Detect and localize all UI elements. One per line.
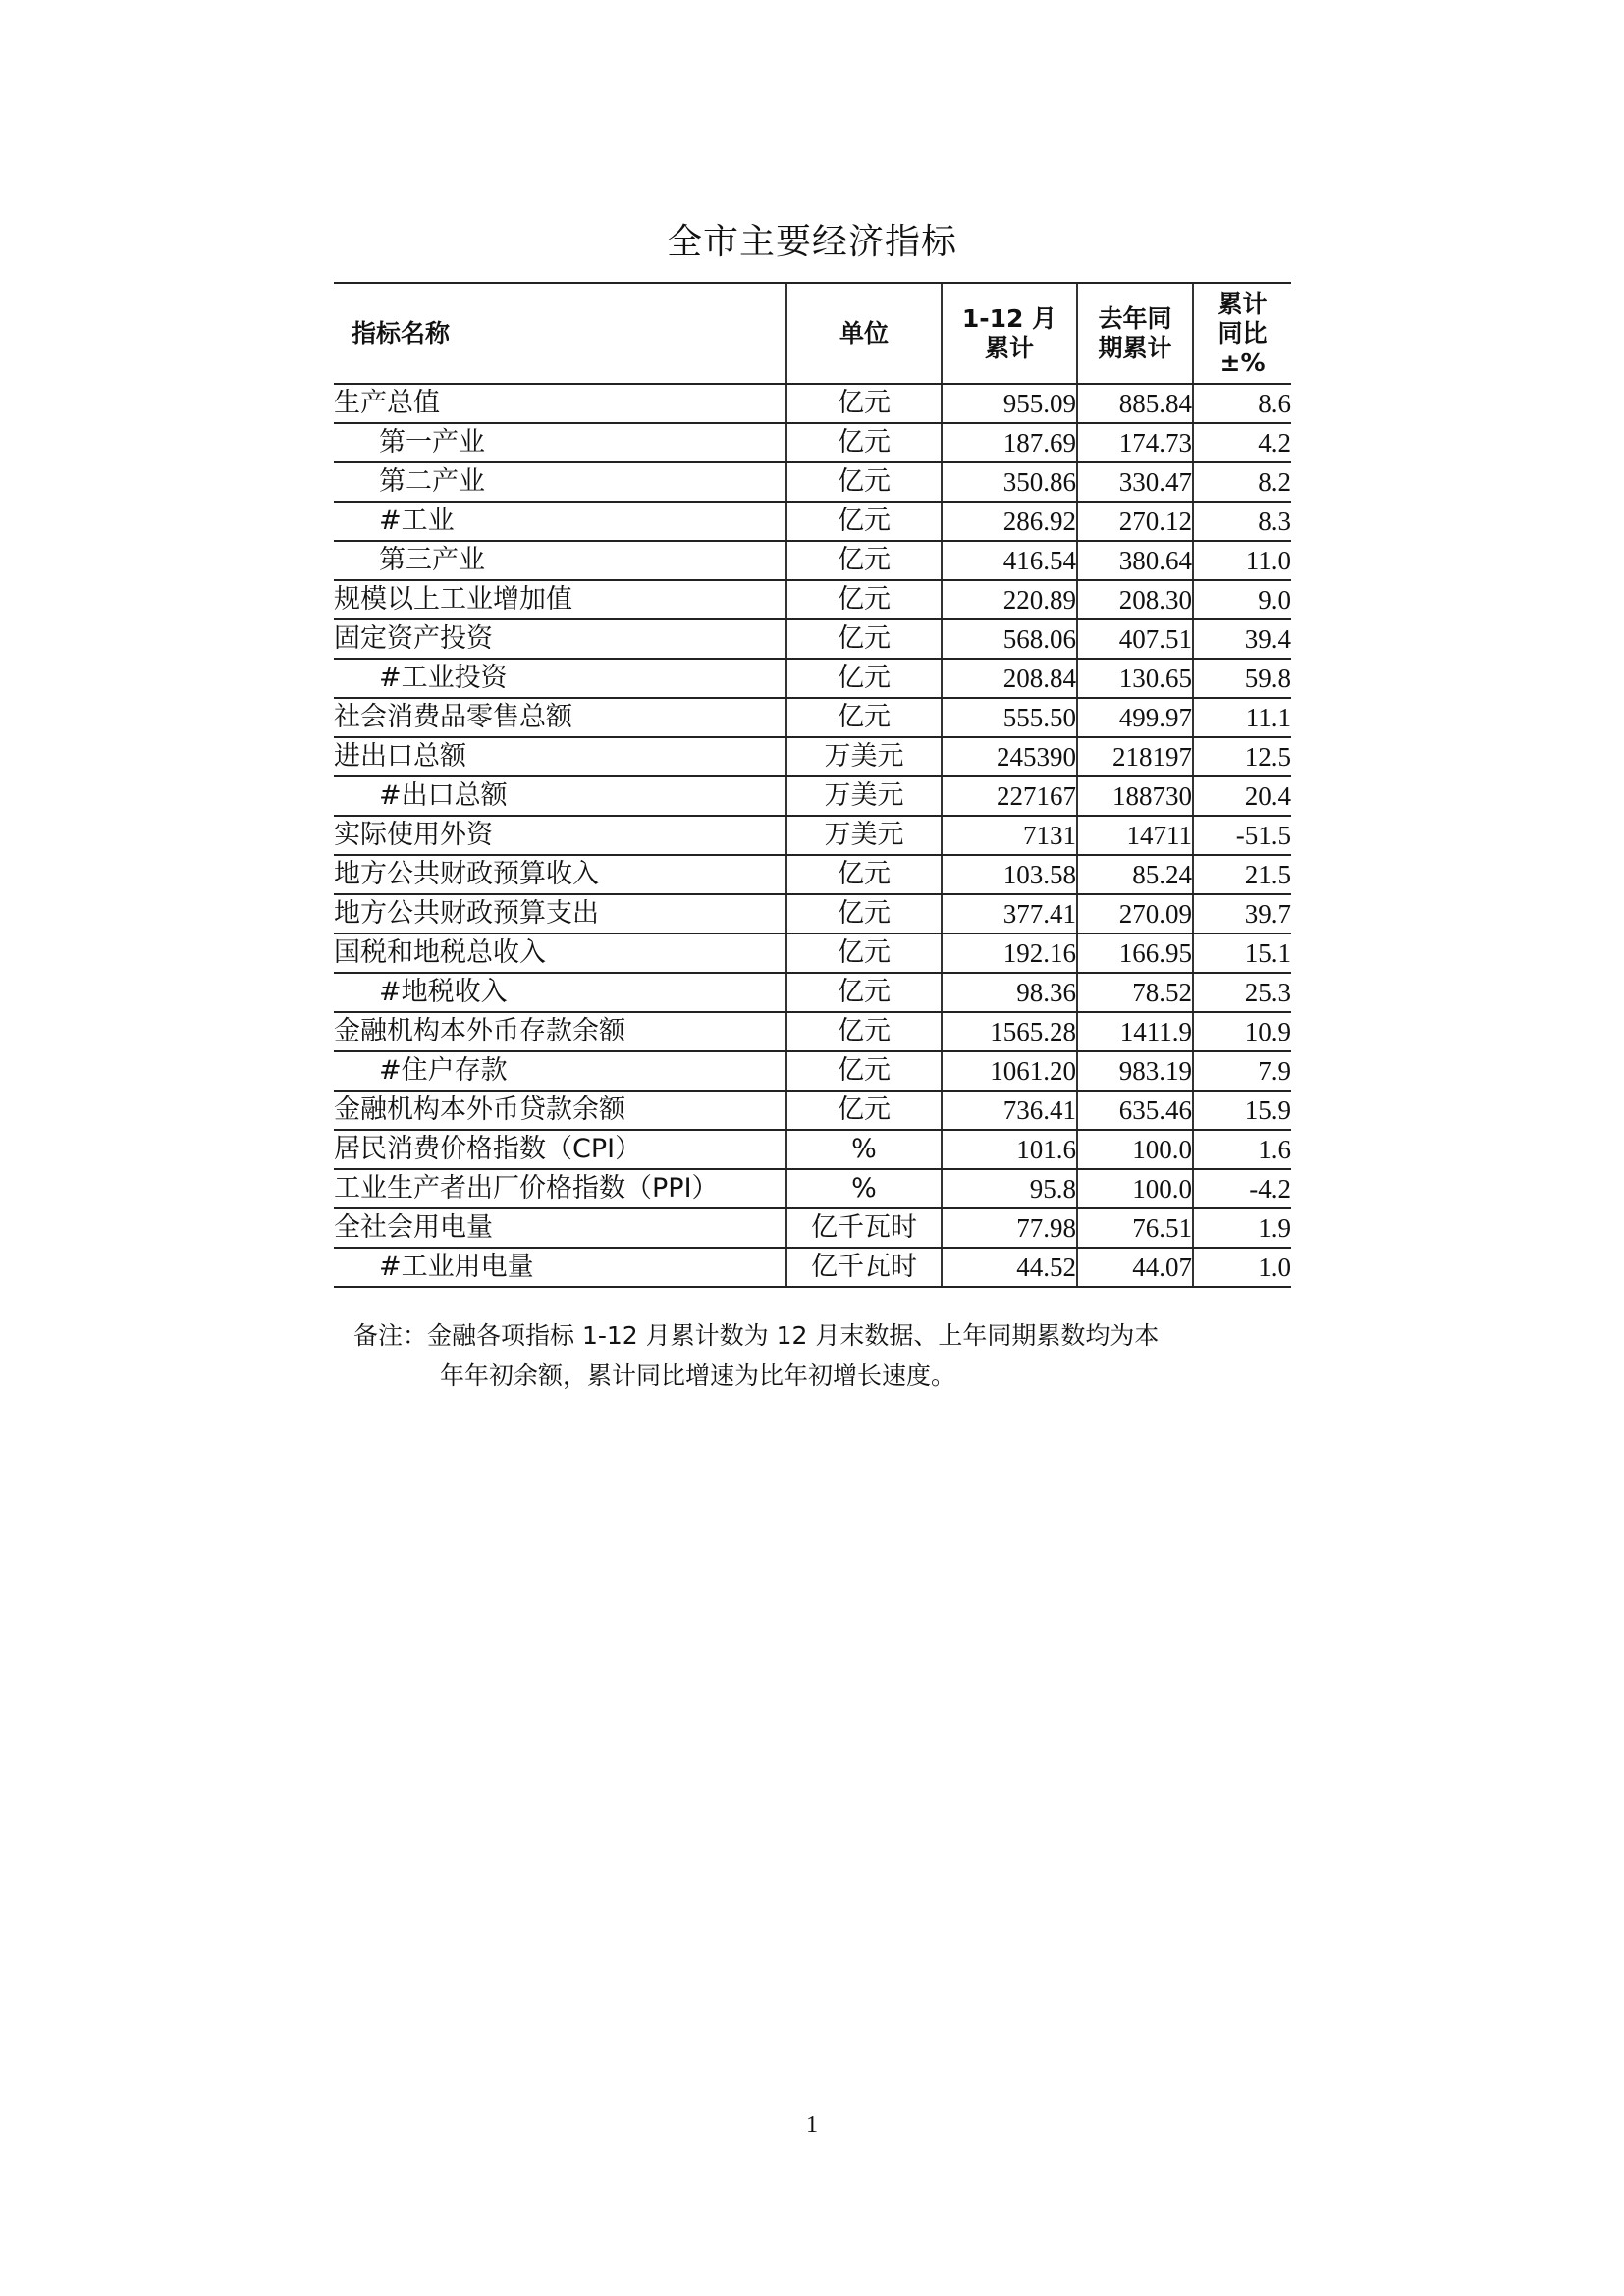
header-current-line1: 1-12 月 [961,303,1057,333]
unit-cell: 万美元 [786,737,942,776]
growth-rate-cell: 7.9 [1193,1051,1291,1091]
header-last-year-line1: 去年同 [1098,303,1172,333]
current-value-cell: 7131 [942,816,1077,855]
growth-rate-cell: 12.5 [1193,737,1291,776]
indicator-name-cell: #出口总额 [334,776,786,816]
table-row [334,1012,1291,1051]
current-value-cell: 1061.20 [942,1051,1077,1091]
growth-rate-cell: 15.9 [1193,1091,1291,1130]
page-title: 全市主要经济指标 [666,222,957,262]
table-row [334,1130,1291,1169]
indicator-name-cell: #工业用电量 [334,1248,786,1287]
last-year-value-cell: 983.19 [1077,1051,1193,1091]
unit-cell: 亿元 [786,973,942,1012]
growth-rate-cell: 59.8 [1193,659,1291,698]
last-year-value-cell: 76.51 [1077,1208,1193,1248]
indicator-name-cell: 金融机构本外币贷款余额 [334,1091,786,1130]
current-value-cell: 101.6 [942,1130,1077,1169]
economic-indicators-table [334,282,1291,1288]
last-year-value-cell: 1411.9 [1077,1012,1193,1051]
current-value-cell: 955.09 [942,384,1077,423]
unit-cell: % [786,1169,942,1208]
last-year-value-cell: 100.0 [1077,1130,1193,1169]
growth-rate-cell: 39.4 [1193,619,1291,659]
indicator-name-cell: #工业 [334,502,786,541]
last-year-value-cell: 635.46 [1077,1091,1193,1130]
indicator-name-cell: 工业生产者出厂价格指数（PPI） [334,1169,786,1208]
indicator-name-cell: 居民消费价格指数（CPI） [334,1130,786,1169]
current-value-cell: 736.41 [942,1091,1077,1130]
table-row [334,580,1291,619]
table-row [334,1051,1291,1091]
indicator-name-cell: 金融机构本外币存款余额 [334,1012,786,1051]
last-year-value-cell: 218197 [1077,737,1193,776]
footnote [353,1315,1296,1396]
current-value-cell: 245390 [942,737,1077,776]
current-value-cell: 103.58 [942,855,1077,894]
footnote-line1: 金融各项指标 1-12 月累计数为 12 月末数据、上年同期累数均为本 [427,1321,1160,1350]
page-number: 1 [806,2112,818,2138]
indicator-name-cell: #工业投资 [334,659,786,698]
unit-cell: 亿元 [786,580,942,619]
unit-cell: 亿元 [786,384,942,423]
header-unit: 单位 [786,283,942,384]
table-row [334,541,1291,580]
unit-cell: 亿元 [786,934,942,973]
header-growth-line2: 同比 [1218,318,1268,347]
table-row [334,894,1291,934]
indicator-name-cell: 地方公共财政预算收入 [334,855,786,894]
growth-rate-cell: 21.5 [1193,855,1291,894]
growth-rate-cell: 39.7 [1193,894,1291,934]
growth-rate-cell: 8.6 [1193,384,1291,423]
last-year-value-cell: 499.97 [1077,698,1193,737]
growth-rate-cell: 1.9 [1193,1208,1291,1248]
indicator-name-cell: 实际使用外资 [334,816,786,855]
table-row [334,1248,1291,1287]
unit-cell: 亿元 [786,1091,942,1130]
growth-rate-cell: 8.2 [1193,462,1291,502]
current-value-cell: 416.54 [942,541,1077,580]
table-row [334,462,1291,502]
unit-cell: 亿元 [786,698,942,737]
last-year-value-cell: 885.84 [1077,384,1193,423]
last-year-value-cell: 407.51 [1077,619,1193,659]
table-row [334,855,1291,894]
growth-rate-cell: 10.9 [1193,1012,1291,1051]
indicator-name-cell: 固定资产投资 [334,619,786,659]
growth-rate-cell: -4.2 [1193,1169,1291,1208]
indicator-name-cell: 第三产业 [334,541,786,580]
growth-rate-cell: 11.1 [1193,698,1291,737]
indicator-name-cell: #住户存款 [334,1051,786,1091]
current-value-cell: 350.86 [942,462,1077,502]
current-value-cell: 208.84 [942,659,1077,698]
unit-cell: 亿元 [786,462,942,502]
table-row [334,973,1291,1012]
current-value-cell: 77.98 [942,1208,1077,1248]
unit-cell: 亿元 [786,1012,942,1051]
indicator-name-cell: 第二产业 [334,462,786,502]
last-year-value-cell: 270.12 [1077,502,1193,541]
table-row [334,423,1291,462]
indicator-name-cell: 地方公共财政预算支出 [334,894,786,934]
growth-rate-cell: 4.2 [1193,423,1291,462]
last-year-value-cell: 100.0 [1077,1169,1193,1208]
table-row [334,659,1291,698]
indicator-name-cell: 全社会用电量 [334,1208,786,1248]
unit-cell: 万美元 [786,816,942,855]
header-last-year-cumulative [1077,283,1193,384]
unit-cell: 亿元 [786,894,942,934]
table-row [334,698,1291,737]
current-value-cell: 220.89 [942,580,1077,619]
current-value-cell: 555.50 [942,698,1077,737]
indicator-name-cell: 社会消费品零售总额 [334,698,786,737]
last-year-value-cell: 270.09 [1077,894,1193,934]
unit-cell: 亿元 [786,1051,942,1091]
current-value-cell: 192.16 [942,934,1077,973]
header-current-line2: 累计 [984,333,1034,362]
growth-rate-cell: 9.0 [1193,580,1291,619]
last-year-value-cell: 44.07 [1077,1248,1193,1287]
last-year-value-cell: 166.95 [1077,934,1193,973]
last-year-value-cell: 208.30 [1077,580,1193,619]
last-year-value-cell: 188730 [1077,776,1193,816]
table-row [334,816,1291,855]
last-year-value-cell: 130.65 [1077,659,1193,698]
table-row [334,619,1291,659]
header-growth-line1: 累计 [1218,289,1268,318]
current-value-cell: 187.69 [942,423,1077,462]
table-row [334,384,1291,423]
header-current-cumulative [942,283,1077,384]
growth-rate-cell: -51.5 [1193,816,1291,855]
header-indicator-name: 指标名称 [334,283,786,384]
growth-rate-cell: 15.1 [1193,934,1291,973]
indicator-name-cell: 进出口总额 [334,737,786,776]
table-row [334,737,1291,776]
unit-cell: 亿元 [786,541,942,580]
indicator-name-cell: #地税收入 [334,973,786,1012]
header-growth-line3: ±% [1219,347,1266,377]
table-row [334,776,1291,816]
footnote-line2: 年年初余额，累计同比增速为比年初增长速度。 [440,1362,956,1390]
last-year-value-cell: 14711 [1077,816,1193,855]
current-value-cell: 1565.28 [942,1012,1077,1051]
table-row [334,934,1291,973]
unit-cell: 亿千瓦时 [786,1208,942,1248]
growth-rate-cell: 8.3 [1193,502,1291,541]
current-value-cell: 98.36 [942,973,1077,1012]
current-value-cell: 95.8 [942,1169,1077,1208]
table-header-row [334,283,1291,384]
current-value-cell: 44.52 [942,1248,1077,1287]
unit-cell: 亿元 [786,659,942,698]
current-value-cell: 227167 [942,776,1077,816]
current-value-cell: 377.41 [942,894,1077,934]
footnote-label: 备注： [353,1321,428,1350]
unit-cell: 亿元 [786,619,942,659]
table-row [334,1208,1291,1248]
table-body [334,384,1291,1287]
last-year-value-cell: 380.64 [1077,541,1193,580]
unit-cell: 亿元 [786,502,942,541]
indicator-name-cell: 第一产业 [334,423,786,462]
header-growth [1193,283,1291,384]
last-year-value-cell: 330.47 [1077,462,1193,502]
current-value-cell: 286.92 [942,502,1077,541]
header-last-year-line2: 期累计 [1098,333,1172,362]
indicator-name-cell: 生产总值 [334,384,786,423]
table-row [334,502,1291,541]
unit-cell: % [786,1130,942,1169]
table-row [334,1091,1291,1130]
table-row [334,1169,1291,1208]
indicator-name-cell: 国税和地税总收入 [334,934,786,973]
unit-cell: 万美元 [786,776,942,816]
last-year-value-cell: 174.73 [1077,423,1193,462]
unit-cell: 亿元 [786,855,942,894]
unit-cell: 亿千瓦时 [786,1248,942,1287]
unit-cell: 亿元 [786,423,942,462]
growth-rate-cell: 1.6 [1193,1130,1291,1169]
growth-rate-cell: 25.3 [1193,973,1291,1012]
indicator-name-cell: 规模以上工业增加值 [334,580,786,619]
growth-rate-cell: 20.4 [1193,776,1291,816]
growth-rate-cell: 11.0 [1193,541,1291,580]
last-year-value-cell: 78.52 [1077,973,1193,1012]
current-value-cell: 568.06 [942,619,1077,659]
last-year-value-cell: 85.24 [1077,855,1193,894]
growth-rate-cell: 1.0 [1193,1248,1291,1287]
